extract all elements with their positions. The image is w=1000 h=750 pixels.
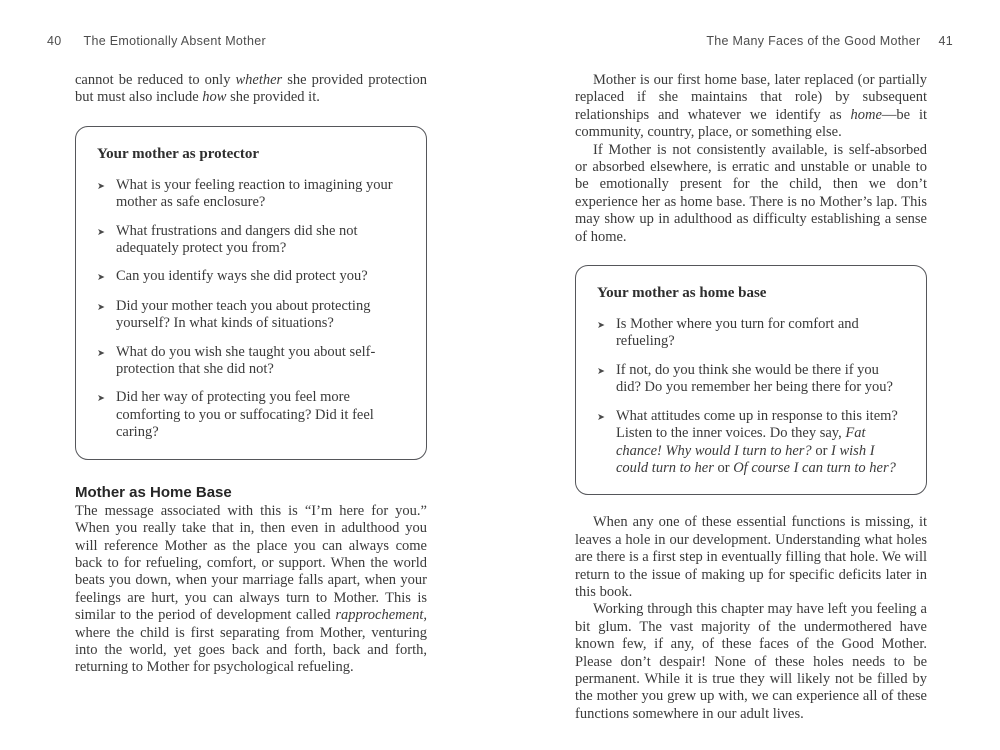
arrow-bullet-icon: ➤ — [97, 393, 105, 405]
exercise-item-text: Can you identify ways she did protect you? — [115, 268, 368, 285]
exercise-item — [97, 298, 406, 333]
arrow-bullet-icon: ➤ — [97, 226, 105, 238]
exercise-item — [97, 177, 406, 212]
exercise-item-text: What frustrations and dangers did she not adequately protect you from? — [115, 222, 358, 257]
exercise-item — [97, 223, 406, 258]
exercise-item-text: Did her way of protecting you feel more comforting to you or suffocating? Did it feel caring? — [115, 389, 374, 441]
chapter-title: The Many Faces of the Good Mother — [706, 34, 921, 48]
arrow-bullet-icon: ➤ — [97, 301, 105, 313]
arrow-bullet-icon: ➤ — [97, 272, 105, 284]
running-header-right — [706, 34, 953, 48]
right-bottom-paragraphs — [575, 514, 927, 723]
exercise-box-title: Your mother as protector — [97, 145, 260, 162]
exercise-item-text: Is Mother where you turn for comfort and refueling? — [615, 316, 859, 350]
paragraph: Mother is our first home base, later replaced (or partially replaced if she maintains that role) by subsequent relationships and whatever we identify as home—be it community, country, place, or something else. — [575, 72, 927, 141]
exercise-item — [597, 362, 906, 397]
running-header-left — [47, 34, 266, 48]
right-page-column — [575, 72, 927, 723]
paragraph-intro: cannot be reduced to only whether she provided protection but must also include how she provided it. — [75, 72, 427, 106]
exercise-list-protector — [97, 177, 406, 442]
exercise-item-text: What is your feeling reaction to imagining your mother as safe enclosure? — [115, 176, 393, 211]
exercise-item-text: What attitudes come up in response to this item? Listen to the inner voices. Do they say, Fat chance! Why would I turn to her? or I wish I could turn to her or Of course I can turn to her? — [615, 407, 898, 476]
exercise-list-home-base — [597, 316, 906, 477]
exercise-box-protector — [75, 126, 427, 460]
exercise-item — [97, 389, 406, 441]
exercise-item — [97, 344, 406, 379]
page-number-right: 41 — [938, 34, 953, 48]
arrow-bullet-icon: ➤ — [597, 320, 605, 332]
arrow-bullet-icon: ➤ — [597, 411, 605, 423]
page-number-left: 40 — [47, 34, 62, 48]
paragraph: Working through this chapter may have left you feeling a bit glum. The vast majority of the undermothered have known few, if any, of these faces of the Good Mother. Please don’t despair! None of these holes needs to be permanent. While it is true they will likely not be filled by the mother you grew up with, we can experience all of these functions somewhere in our adult lives. — [575, 601, 927, 722]
paragraph: When any one of these essential functions is missing, it leaves a hole in our development. Understanding what holes are there is a first step in eventually filling that hole. We will return to the issue of making up for specific deficits later in this book. — [575, 514, 927, 600]
right-top-paragraphs — [575, 72, 927, 246]
paragraph: If Mother is not consistently available, is self-absorbed or absorbed elsewhere, is erratic and unstable or unable to be emotionally present for the child, then we don’t experience her as home base. There is no Mother’s lap. This may show up in adulthood as difficulty establishing a sense of home. — [575, 141, 927, 245]
exercise-item-text: Did your mother teach you about protecting yourself? In what kinds of situations? — [115, 297, 371, 332]
paragraph-home-base: The message associated with this is “I’m here for you.” When you really take that in, then even in adulthood you will reference Mother as the place you can always come back to for refueling, comfort, or support. When the world beats you down, when your marriage falls apart, when your feelings are hurt, you can always turn to Mother. This is similar to the period of development called rapprochement, where the child is first separating from Mother, venturing into the world, yet goes back and forth, back and forth, returning to Mother for psychological refueling. — [75, 502, 427, 676]
exercise-box-title: Your mother as home base — [597, 285, 767, 302]
exercise-item — [97, 268, 406, 286]
left-page-column — [75, 72, 427, 677]
exercise-item-text: If not, do you think she would be there if you did? Do you remember her being there for you? — [615, 361, 893, 396]
arrow-bullet-icon: ➤ — [97, 347, 105, 359]
exercise-item — [597, 408, 906, 478]
exercise-item-text: What do you wish she taught you about self-protection that she did not? — [115, 343, 376, 378]
exercise-item — [597, 316, 906, 351]
section-heading-home-base: Mother as Home Base — [75, 483, 232, 501]
book-title: The Emotionally Absent Mother — [83, 34, 266, 48]
exercise-box-home-base — [575, 265, 927, 495]
arrow-bullet-icon: ➤ — [597, 365, 605, 377]
arrow-bullet-icon: ➤ — [97, 180, 105, 192]
